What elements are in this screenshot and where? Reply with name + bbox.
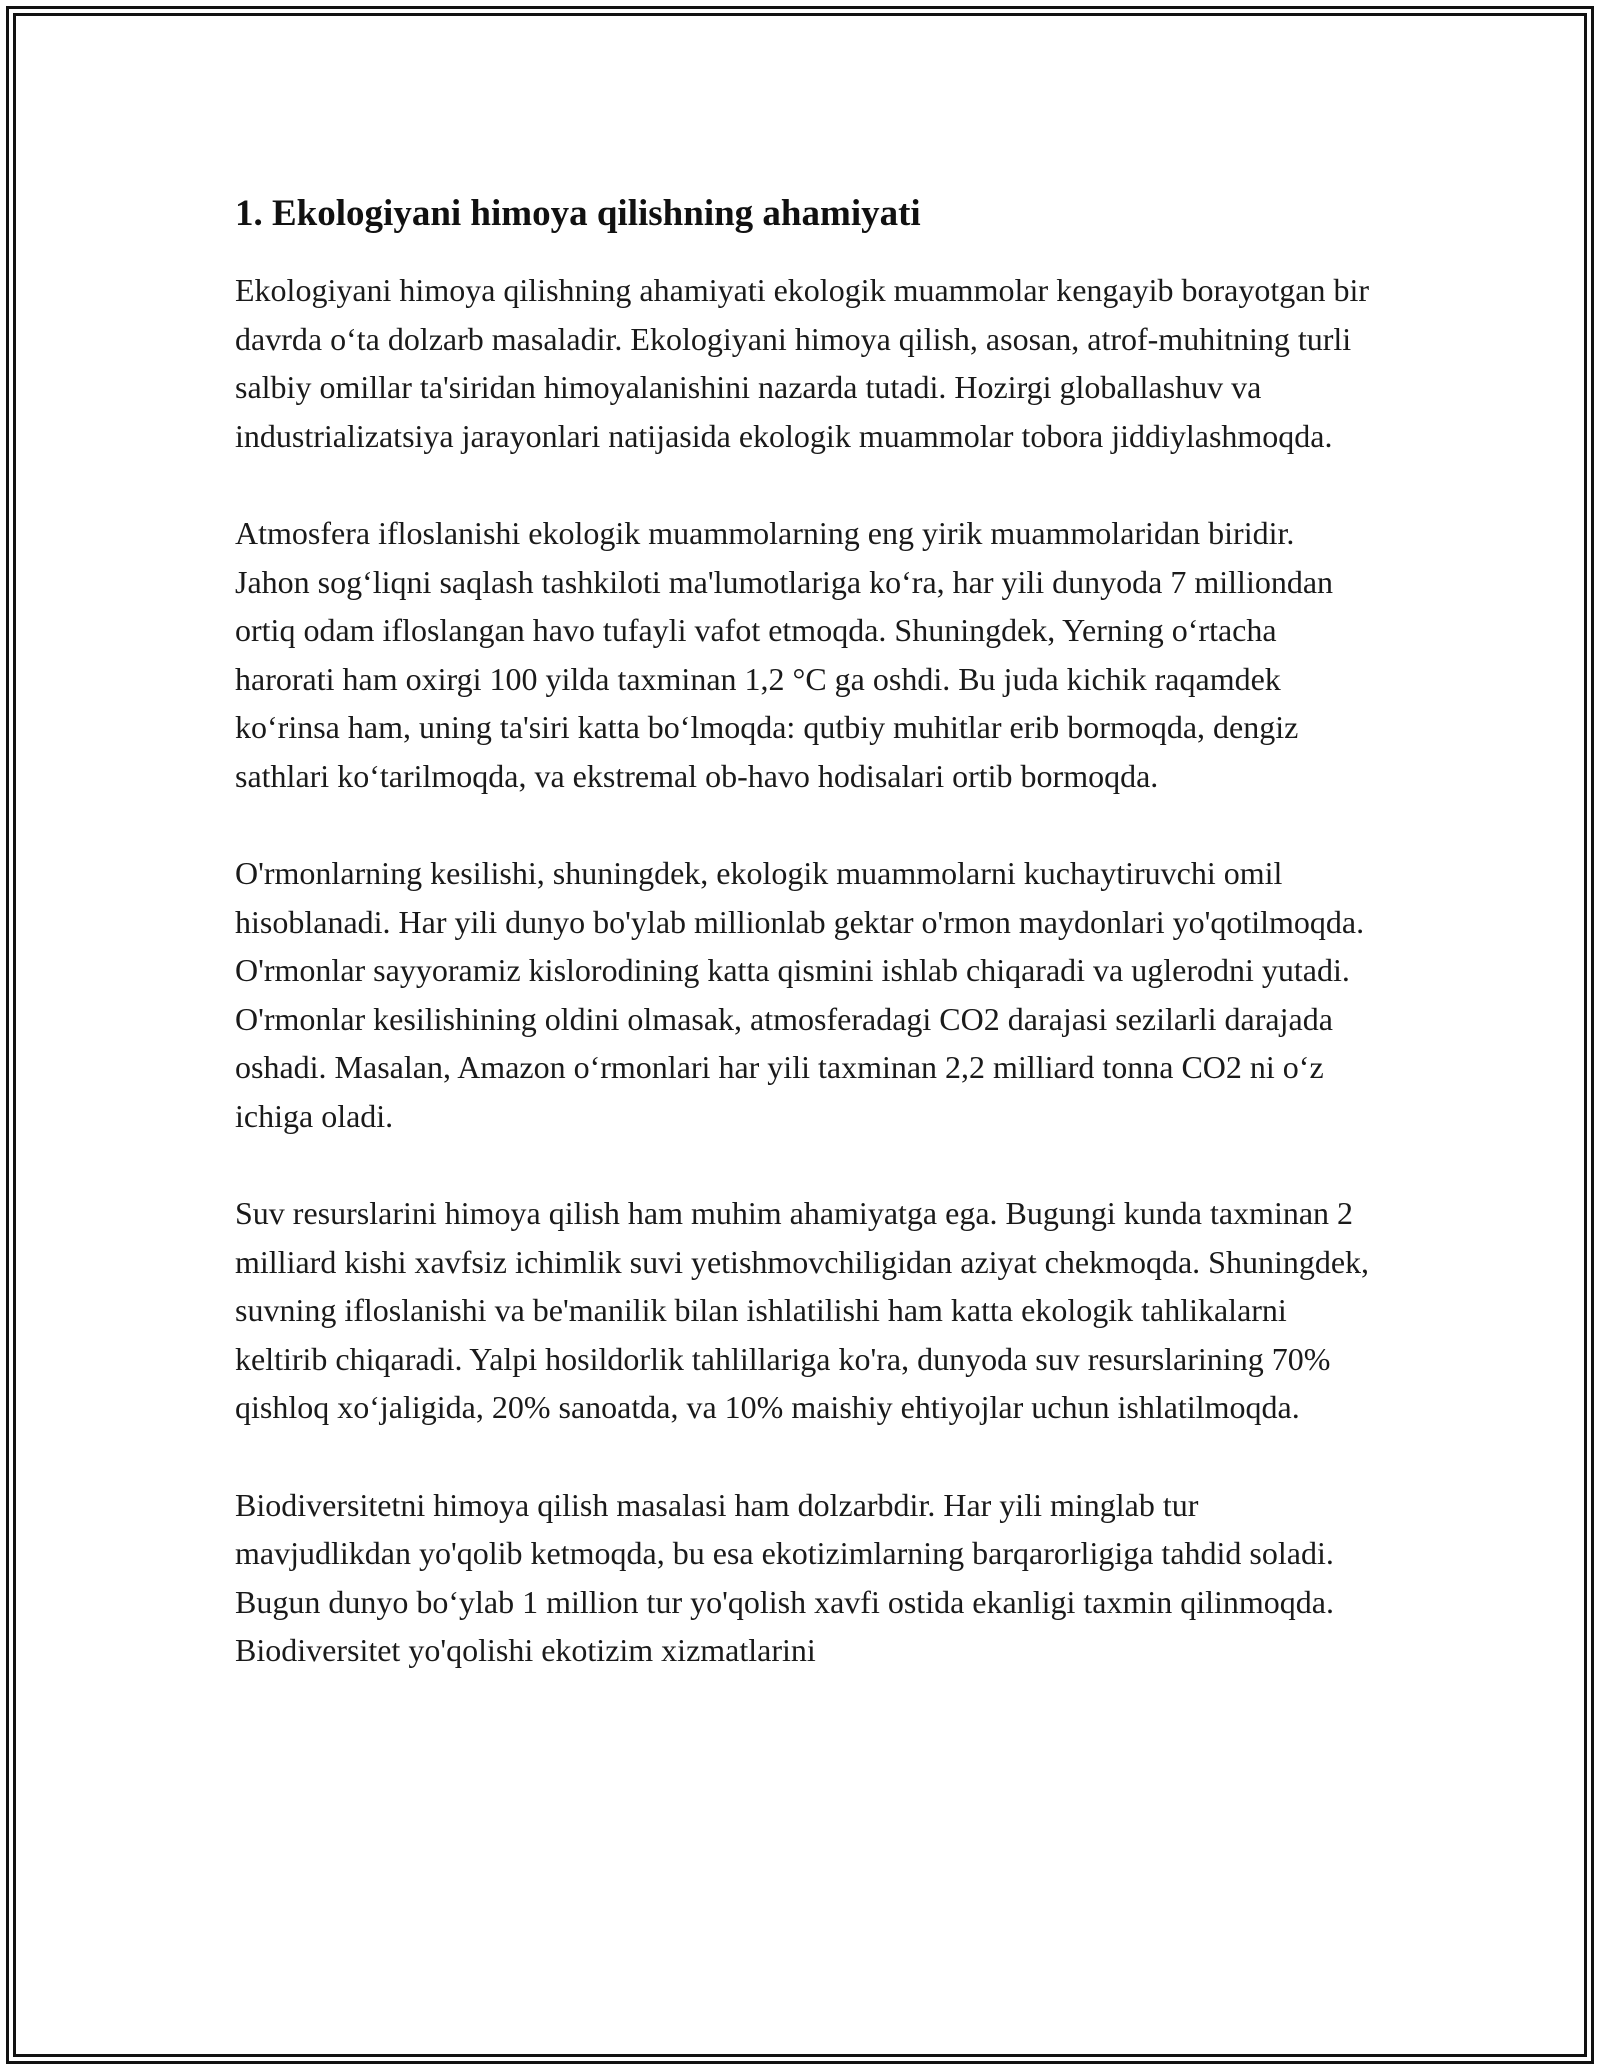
paragraph-water: Suv resurslarini himoya qilish ham muhim ahamiyatga ega. Bugungi kunda taxminan 2 milliard kishi xavfsiz ichimlik suvi yetishmovchiligidan aziyat chekmoqda. Shuningdek, suvning ifloslanishi va be'manilik bilan ishlatilishi ham katta ekologik tahlikalarni keltirib chiqaradi. Yalpi hosildorlik tahlillariga ko'ra, dunyoda suv resurslarining 70% qishloq xo‘jaligida, 20% sanoatda, va 10% maishiy ehtiyojlar uchun ishlatilmoqda. [235,1195,1370,1425]
paragraph-forests: O'rmonlarning kesilishi, shuningdek, ekologik muammolarni kuchaytiruvchi omil hisoblanadi. Har yili dunyo bo'ylab millionlab gektar o'rmon maydonlari yo'qotilmoqda. O'rmonlar sayyoramiz kislorodining katta qismini ishlab chiqaradi va uglerodni yutadi. O'rmonlar kesilishining oldini olmasak, atmosferadagi CO2 darajasi sezilarli darajada oshadi. Masalan, Amazon o‘rmonlari har yili taxminan 2,2 milliard tonna CO2 ni o‘z ichiga oladi. [235,855,1365,1134]
paragraph-intro: Ekologiyani himoya qilishning ahamiyati ekologik muammolar kengayib borayotgan bir davrda o‘ta dolzarb masaladir. Ekologiyani himoya qilish, asosan, atrof-muhitning turli salbiy omillar ta'siridan himoyalanishini nazarda tutadi. Hozirgi globallashuv va industrializatsiya jarayonlari natijasida ekologik muammolar tobora jiddiylashmoqda. [235,272,1369,454]
document-page [235,188,1375,1724]
paragraph-atmosphere: Atmosfera ifloslanishi ekologik muammolarning eng yirik muammolaridan biridir. Jahon sog‘liqni saqlash tashkiloti ma'lumotlariga ko‘ra, har yili dunyoda 7 milliondan ortiq odam ifloslangan havo tufayli vafot etmoqda. Shuningdek, Yerning o‘rtacha harorati ham oxirgi 100 yilda taxminan 1,2 °C ga oshdi. Bu juda kichik raqamdek ko‘rinsa ham, uning ta'siri katta bo‘lmoqda: qutbiy muhitlar erib bormoqda, dengiz sathlari ko‘tarilmoqda, va ekstremal ob-havo hodisalari ortib bormoqda. [235,515,1334,794]
section-heading: 1. Ekologiyani himoya qilishning ahamiyati [235,193,921,234]
paragraph-biodiversity: Biodiversitetni himoya qilish masalasi ham dolzarbdir. Har yili minglab tur mavjudlikdan yo'qolib ketmoqda, bu esa ekotizimlarning barqarorligiga tahdid soladi. Bugun dunyo bo‘ylab 1 million tur yo'qolish xavfi ostida ekanligi taxmin qilinmoqda. Biodiversitet yo'qolishi ekotizim xizmatlarini [235,1486,1334,1668]
